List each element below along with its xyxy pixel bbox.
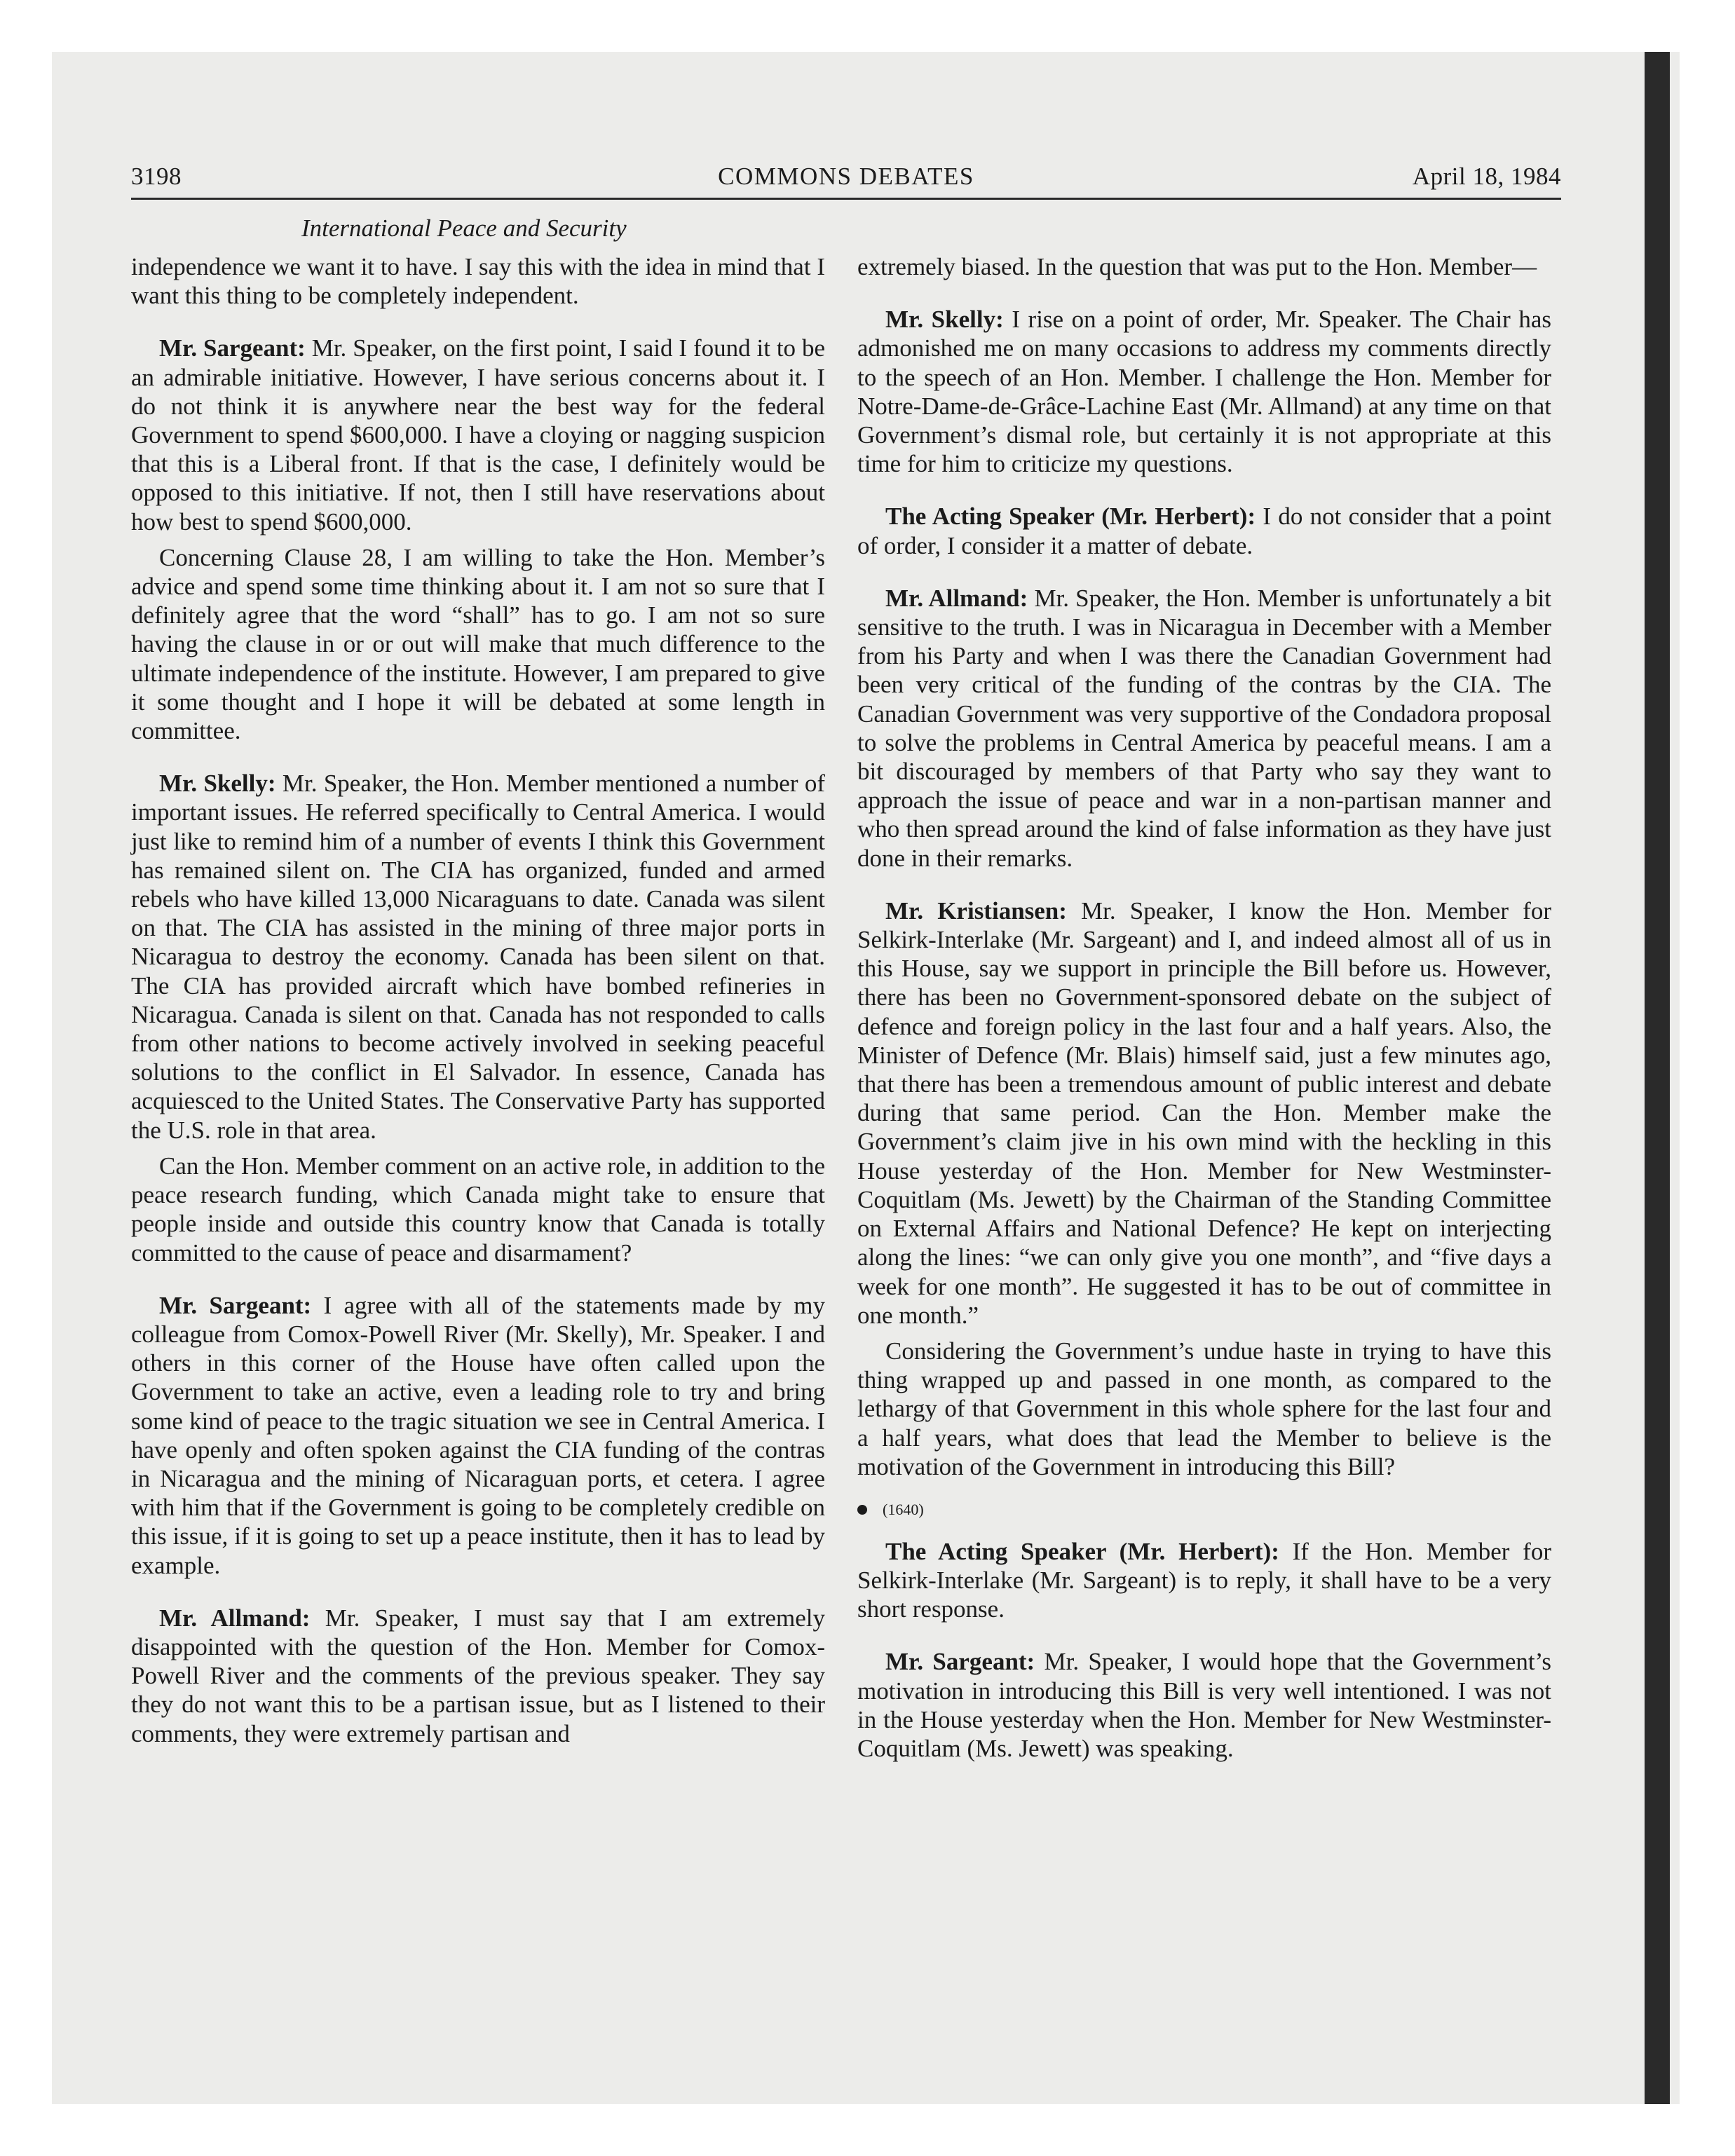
paragraph: Concerning Clause 28, I am willing to take the Hon. Member’s advice and spend some time thinking about it. I am not so sure that I definitely agree that the word “shall” has to go. I am not so sure having the clause in or or out will make that much difference to the ultimate independence of the institute. However, I am prepared to give it some thought and I hope it will be debated at some length in committee. [131,543,825,745]
paragraph: Considering the Government’s undue haste in trying to have this thing wrapped up and passed in one month, as compared to the lethargy of that Government in this whole sphere for the last four and a half years, what does that lead the Member to believe is the motivation of the Government in introducing this Bill? [857,1337,1551,1480]
header-rule [131,198,1561,200]
speech-paragraph: Mr. Sargeant: I agree with all of the statements made by my colleague from Comox-Powell River (Mr. Skelly), Mr. Speaker. I and others in this corner of the House have often called upon the Government to take an active, even a leading role to try and bring some kind of peace to the tragic situation we see in Central America. I have openly and often spoken against the CIA funding of the contras in Nicaragua and the mining of Nicaraguan ports, et cetera. I agree with him that if the Government is going to be completely credible on this issue, if it is going to set up a peace institute, then it has to lead by example. [131,1291,825,1579]
publication-title: COMMONS DEBATES [718,163,974,190]
speaker-name: Mr. Sargeant: [885,1648,1035,1676]
speaker-name: The Acting Speaker (Mr. Herbert): [885,503,1256,531]
speech-paragraph: Mr. Kristiansen: Mr. Speaker, I know the Hon. Member for Selkirk-Interlake (Mr. Sargeant) and I, and indeed almost all of us in this House, say we support in principle the Bill before us. However, there has been no Government-sponsored debate on the subject of defence and foreign policy in the last four and a half years. Also, the Minister of Defence (Mr. Blais) himself said, just a few minutes ago, that there has been a tremendous amount of public interest and debate during that same period. Can the Hon. Member make the Government’s claim jive in his own mind with the heckling in this House yesterday of the Hon. Member for New Westminster-Coquitlam (Ms. Jewett) by the Chairman of the Standing Committee on External Affairs and National Defence? He kept on interjecting along the lines: “we can only give you one month”, and “five days a week for one month”. He suggested it has to be out of committee in one month.” [857,896,1551,1329]
time-marker: (1640) [857,1498,1551,1520]
left-column [131,252,825,1755]
publication-date: April 18, 1984 [1412,163,1561,190]
right-column [857,252,1551,1770]
speech-paragraph: Mr. Sargeant: Mr. Speaker, on the first point, I said I found it to be an admirable initiative. However, I have serious concerns about it. I do not think it is anywhere near the best way for the federal Government to spend $600,000. I have a cloying or nagging suspicion that this is a Liberal front. If that is the case, I definitely would be opposed to this initiative. If not, then I still have reservations about how best to spend $600,000. [131,334,825,535]
speech-paragraph: The Acting Speaker (Mr. Herbert): If the Hon. Member for Selkirk-Interlake (Mr. Sargeant) is to reply, it shall have to be a very short response. [857,1537,1551,1623]
speaker-name: Mr. Sargeant: [159,1291,312,1319]
speaker-name: The Acting Speaker (Mr. Herbert): [885,1537,1279,1565]
subject-heading: International Peace and Security [301,214,627,242]
speech-paragraph: The Acting Speaker (Mr. Herbert): I do not consider that a point of order, I consider it a matter of debate. [857,503,1551,559]
paragraph: extremely biased. In the question that was put to the Hon. Member— [857,253,1537,280]
page-number: 3198 [131,163,182,190]
speech-paragraph: Mr. Sargeant: Mr. Speaker, I would hope that the Government’s motivation in introducing this Bill is very well intentioned. I was not in the House yesterday when the Hon. Member for New Westminster-Coquitlam (Ms. Jewett) was speaking. [857,1648,1551,1763]
speaker-name: Mr. Allmand: [885,584,1028,612]
speaker-name: Mr. Skelly: [159,770,276,798]
book-spine-shadow [1645,52,1670,2104]
bullet-icon [857,1505,867,1515]
speech-paragraph: Mr. Allmand: Mr. Speaker, I must say that I am extremely disappointed with the question of the Hon. Member for Comox-Powell River and the comments of the previous speaker. They say they do not want this to be a partisan issue, but as I listened to their comments, they were extremely partisan and [131,1604,825,1747]
speech-paragraph: Mr. Skelly: Mr. Speaker, the Hon. Member mentioned a number of important issues. He referred specifically to Central America. I would just like to remind him of a number of events I think this Government has remained silent on. The CIA has organized, funded and armed rebels who have killed 13,000 Nicaraguans to date. Canada was silent on that. The CIA has assisted in the mining of three major ports in Nicaragua to destroy the economy. Canada has been silent on that. The CIA has provided aircraft which have bombed refineries in Nicaragua. Canada is silent on that. Canada has not responded to calls from other nations to become actively involved in seeking peaceful solutions to the conflict in El Salvador. In essence, Canada has acquiesced to the United States. The Conservative Party has supported the U.S. role in that area. [131,770,825,1144]
paragraph: Can the Hon. Member comment on an active role, in addition to the peace research funding, which Canada might take to ensure that people inside and outside this country know that Canada is totally committed to the cause of peace and disarmament? [131,1152,825,1267]
speech-paragraph: Mr. Allmand: Mr. Speaker, the Hon. Member is unfortunately a bit sensitive to the truth. I was in Nicaragua in December with a Member from his Party and when I was there the Canadian Government had been very critical of the funding of the contras by the CIA. The Canadian Government was very supportive of the Condadora proposal to solve the problems in Central America by peaceful means. I am a bit discouraged by members of that Party who say they want to approach the issue of peace and war in a non-partisan manner and who then spread around the kind of false information as they have just done in their remarks. [857,584,1552,872]
paragraph: independence we want it to have. I say this with the idea in mind that I want this thing to be completely independent. [131,253,825,310]
speech-paragraph: Mr. Skelly: I rise on a point of order, Mr. Speaker. The Chair has admonished me on many occasions to address my comments directly to the speech of an Hon. Member. I challenge the Hon. Member for Notre-Dame-de-Grâce-Lachine East (Mr. Allmand) at any time on that Government’s dismal role, but certainly it is not appropriate at this time for him to criticize my questions. [857,306,1551,478]
speaker-name: Mr. Skelly: [885,306,1004,334]
speaker-name: Mr. Sargeant: [159,334,306,362]
speaker-name: Mr. Allmand: [159,1604,311,1632]
speaker-name: Mr. Kristiansen: [885,896,1067,925]
